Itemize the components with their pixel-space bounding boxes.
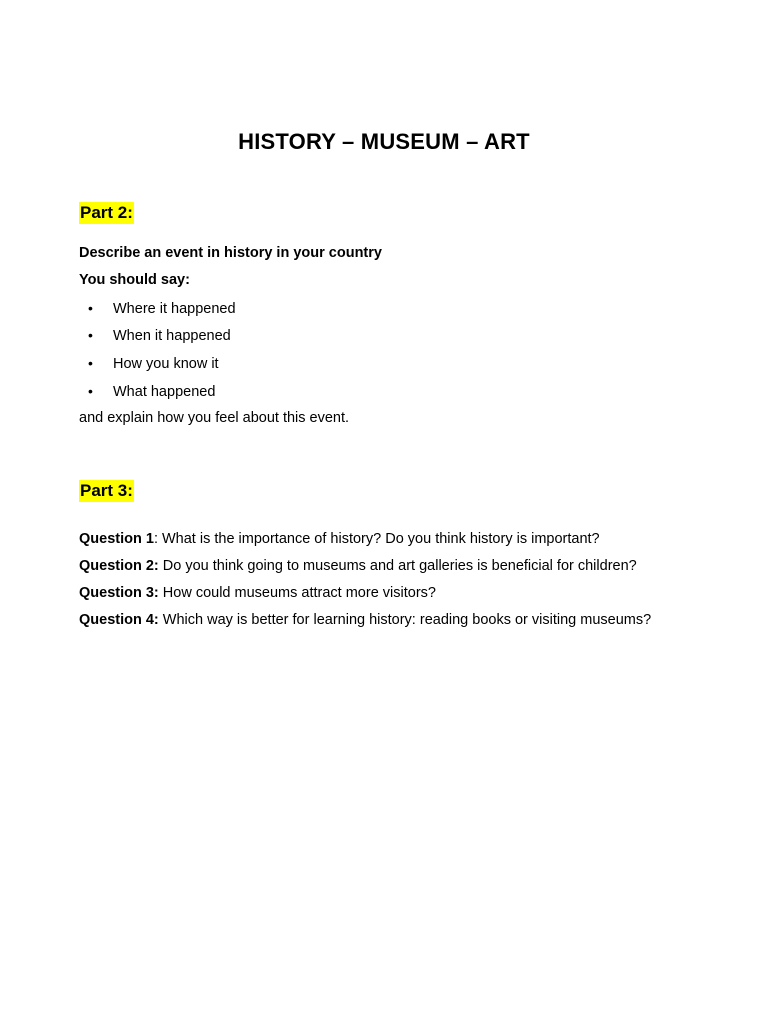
question-line xyxy=(79,556,637,576)
bullet-dot-icon: • xyxy=(88,327,93,343)
bullet-list-item xyxy=(88,298,236,319)
bullet-dot-icon: • xyxy=(88,383,93,399)
bullet-list-item xyxy=(88,381,215,402)
part3-heading: Part 3: xyxy=(80,481,133,500)
question-label: Question 3: xyxy=(79,585,159,601)
bullet-text: Where it happened xyxy=(113,301,236,317)
part2-prompt: Describe an event in history in your country xyxy=(79,245,382,261)
question-label: Question 1 xyxy=(79,531,154,547)
bullet-dot-icon: • xyxy=(88,355,93,371)
question-line xyxy=(79,610,651,630)
part2-closing: and explain how you feel about this event. xyxy=(79,410,350,426)
question-label: Question 2: xyxy=(79,558,159,574)
bullet-text: What happened xyxy=(113,384,216,400)
question-text: Which way is better for learning history: reading books or visiting museums? xyxy=(158,612,652,628)
bullet-list-item xyxy=(88,353,219,374)
question-line xyxy=(79,583,436,603)
question-label: Question 4: xyxy=(79,612,159,628)
document-title: HISTORY – MUSEUM – ART xyxy=(238,129,530,154)
bullet-dot-icon: • xyxy=(88,300,93,316)
question-line xyxy=(79,529,600,549)
bullet-text: When it happened xyxy=(113,328,231,344)
question-text: : What is the importance of history? Do you think history is important? xyxy=(153,531,600,547)
bullet-list-item xyxy=(88,325,231,346)
bullet-text: How you know it xyxy=(113,356,219,372)
part2-heading: Part 2: xyxy=(80,203,133,222)
part2-should-say: You should say: xyxy=(79,272,190,288)
question-text: How could museums attract more visitors? xyxy=(158,585,436,601)
question-text: Do you think going to museums and art galleries is beneficial for children? xyxy=(158,558,637,574)
